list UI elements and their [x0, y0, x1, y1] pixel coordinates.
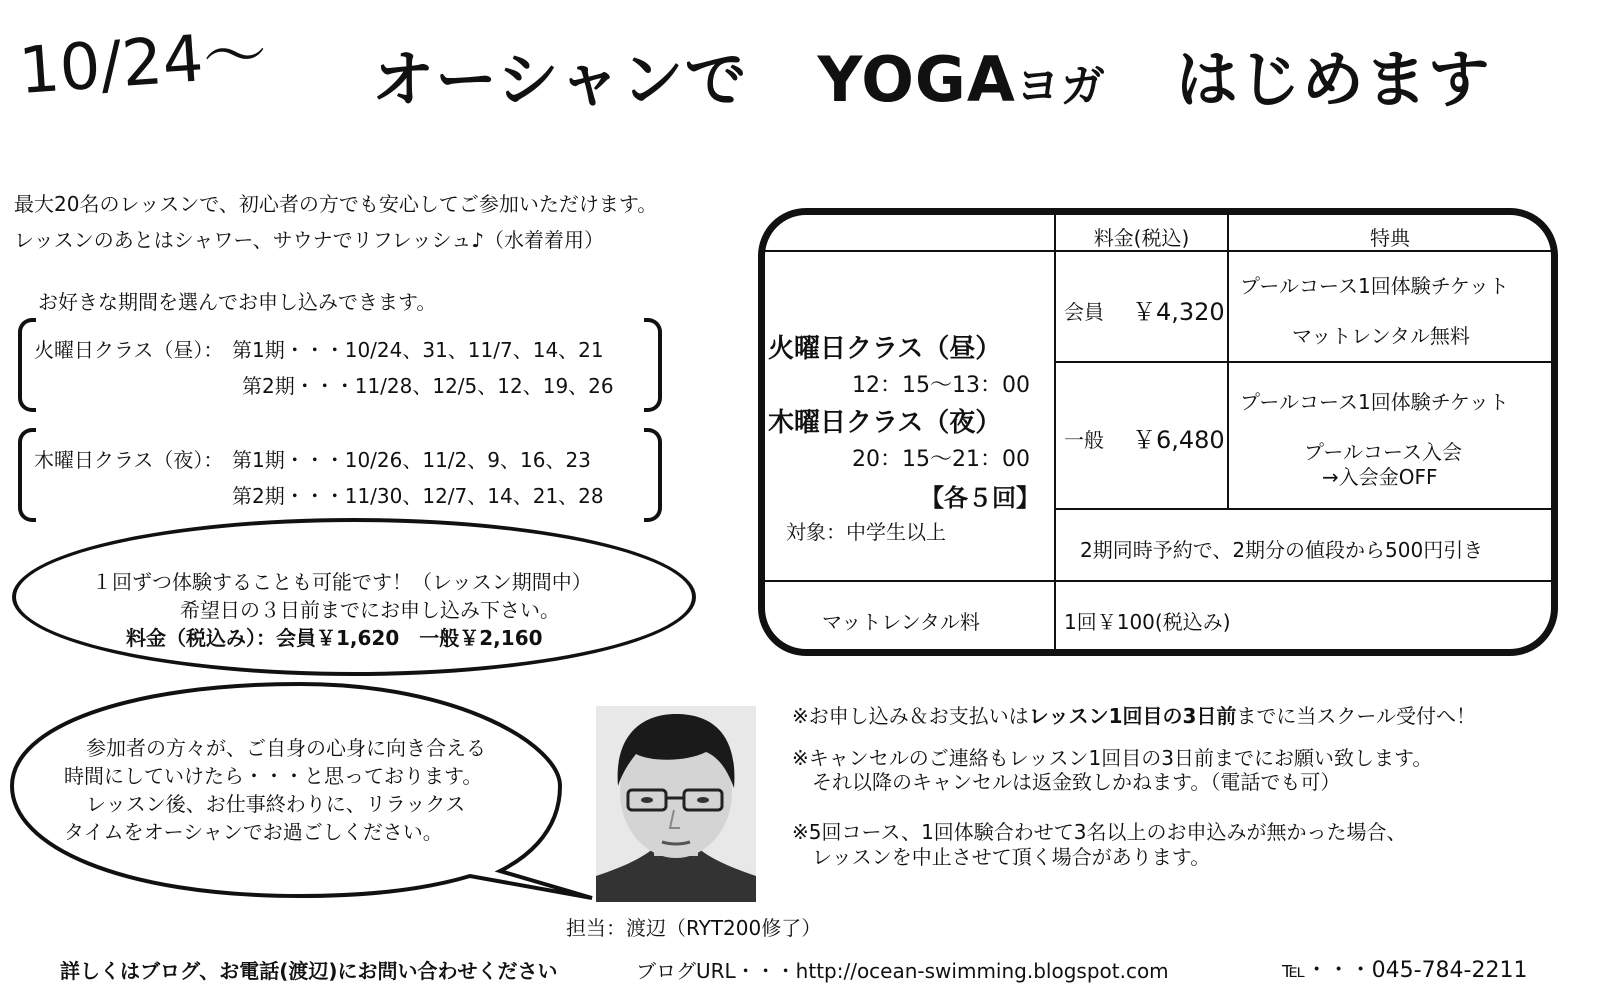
message-line-1: 参加者の方々が、ご自身の心身に向き合える: [86, 736, 486, 760]
thursday-period-2: 第2期・・・11/30、12/7、14、21、28: [232, 484, 604, 508]
instructor-caption: 担当：渡辺（RYT200修了）: [566, 916, 822, 940]
title-main: オーシャンで: [372, 43, 748, 116]
thursday-right-bracket: [644, 428, 662, 522]
title-start: はじめます: [1175, 43, 1491, 116]
thursday-period-1: 第1期・・・10/26、11/2、9、16、23: [232, 448, 591, 472]
mat-rental-price: 1回￥100(税込み): [1064, 610, 1231, 634]
instructor-photo: [596, 706, 756, 902]
title-yoga: YOGA: [817, 43, 1016, 116]
table-divider: [1056, 361, 1551, 363]
table-divider: [1054, 215, 1056, 649]
trial-line-2: 希望日の３日前までにお申し込み下さい。: [180, 598, 560, 622]
message-line-4: タイムをオーシャンでお過ごしください。: [64, 820, 443, 844]
tuesday-right-bracket: [644, 318, 662, 412]
general-benefit-3: →入会金OFF: [1322, 465, 1438, 489]
class-2-time: 20：15〜21：00: [852, 447, 1030, 472]
table-divider: [1056, 508, 1551, 510]
thursday-class-label: 木曜日クラス（夜）：: [34, 448, 224, 472]
thursday-left-bracket: [18, 428, 36, 522]
tuesday-class-label: 火曜日クラス（昼）：: [34, 338, 224, 362]
table-divider: [765, 580, 1551, 582]
member-price: ￥4,320: [1132, 298, 1225, 326]
tuesday-left-bracket: [18, 318, 36, 412]
note-1-bold: レッスン1回目の3日前: [1028, 704, 1237, 728]
general-price: ￥6,480: [1132, 426, 1225, 454]
footer-contact: 詳しくはブログ、お電話(渡辺)にお問い合わせください: [60, 959, 558, 983]
message-line-2: 時間にしていけたら・・・と思っております。: [64, 764, 483, 788]
general-benefit-1: プールコース1回体験チケット: [1240, 390, 1509, 414]
footer-blog-url[interactable]: ブログURL・・・http://ocean-swimming.blogspot.com: [636, 959, 1169, 983]
member-benefit-2: マットレンタル無料: [1292, 324, 1470, 348]
general-benefit-2: プールコース入会: [1304, 440, 1462, 464]
member-benefit-1: プールコース1回体験チケット: [1240, 274, 1509, 298]
header-fee: 料金(税込): [1093, 226, 1190, 250]
header-benefit: 特典: [1370, 226, 1410, 250]
class-2-name: 木曜日クラス（夜）: [768, 408, 1002, 438]
lesson-count: 【各５回】: [920, 484, 1040, 512]
note-cancel-line-2: それ以降のキャンセルは返金致しかねます。（電話でも可）: [812, 770, 1341, 794]
tuesday-period-2: 第2期・・・11/28、12/5、12、19、26: [242, 374, 614, 398]
footer-phone[interactable]: ℡・・・045-784-2211: [1282, 958, 1528, 983]
trial-price-line: 料金（税込み）：会員￥1,620 一般￥2,160: [126, 626, 543, 650]
class-1-time: 12：15〜13：00: [852, 373, 1030, 398]
title-yoga-kana: ヨガ: [1015, 61, 1106, 112]
member-label: 会員: [1064, 300, 1104, 324]
note-1-pre: ※お申し込み＆お支払いは: [792, 704, 1029, 728]
start-date: 10/24〜: [16, 17, 270, 110]
note-1-post: までに当スクール受付へ！: [1236, 704, 1477, 728]
class-1-name: 火曜日クラス（昼）: [768, 334, 1002, 364]
choose-period-text: お好きな期間を選んでお申し込みできます。: [38, 290, 437, 314]
note-minimum-line-2: レッスンを中止させて頂く場合があります。: [812, 845, 1211, 869]
general-label: 一般: [1064, 428, 1104, 452]
intro-line-1: 最大20名のレッスンで、初心者の方でも安心してご参加いただけます。: [14, 192, 658, 216]
note-application: [792, 700, 1476, 729]
target-audience: 対象：中学生以上: [786, 520, 946, 544]
page-title: [372, 30, 1491, 119]
intro-line-2: レッスンのあとはシャワー、サウナでリフレッシュ♪（水着着用）: [14, 228, 604, 252]
tuesday-period-1: 第1期・・・10/24、31、11/7、14、21: [232, 338, 604, 362]
table-divider: [1227, 215, 1229, 510]
message-line-3: レッスン後、お仕事終わりに、リラックス: [86, 792, 466, 816]
trial-line-1: １回ずつ体験することも可能です！（レッスン期間中）: [92, 570, 592, 594]
note-minimum-line-1: ※5回コース、1回体験合わせて3名以上のお申込みが無かった場合、: [792, 820, 1407, 844]
discount-text: 2期同時予約で、2期分の値段から500円引き: [1080, 538, 1484, 562]
mat-rental-label: マットレンタル料: [822, 610, 980, 634]
note-cancel-line-1: ※キャンセルのご連絡もレッスン1回目の3日前までにお願い致します。: [792, 746, 1433, 770]
